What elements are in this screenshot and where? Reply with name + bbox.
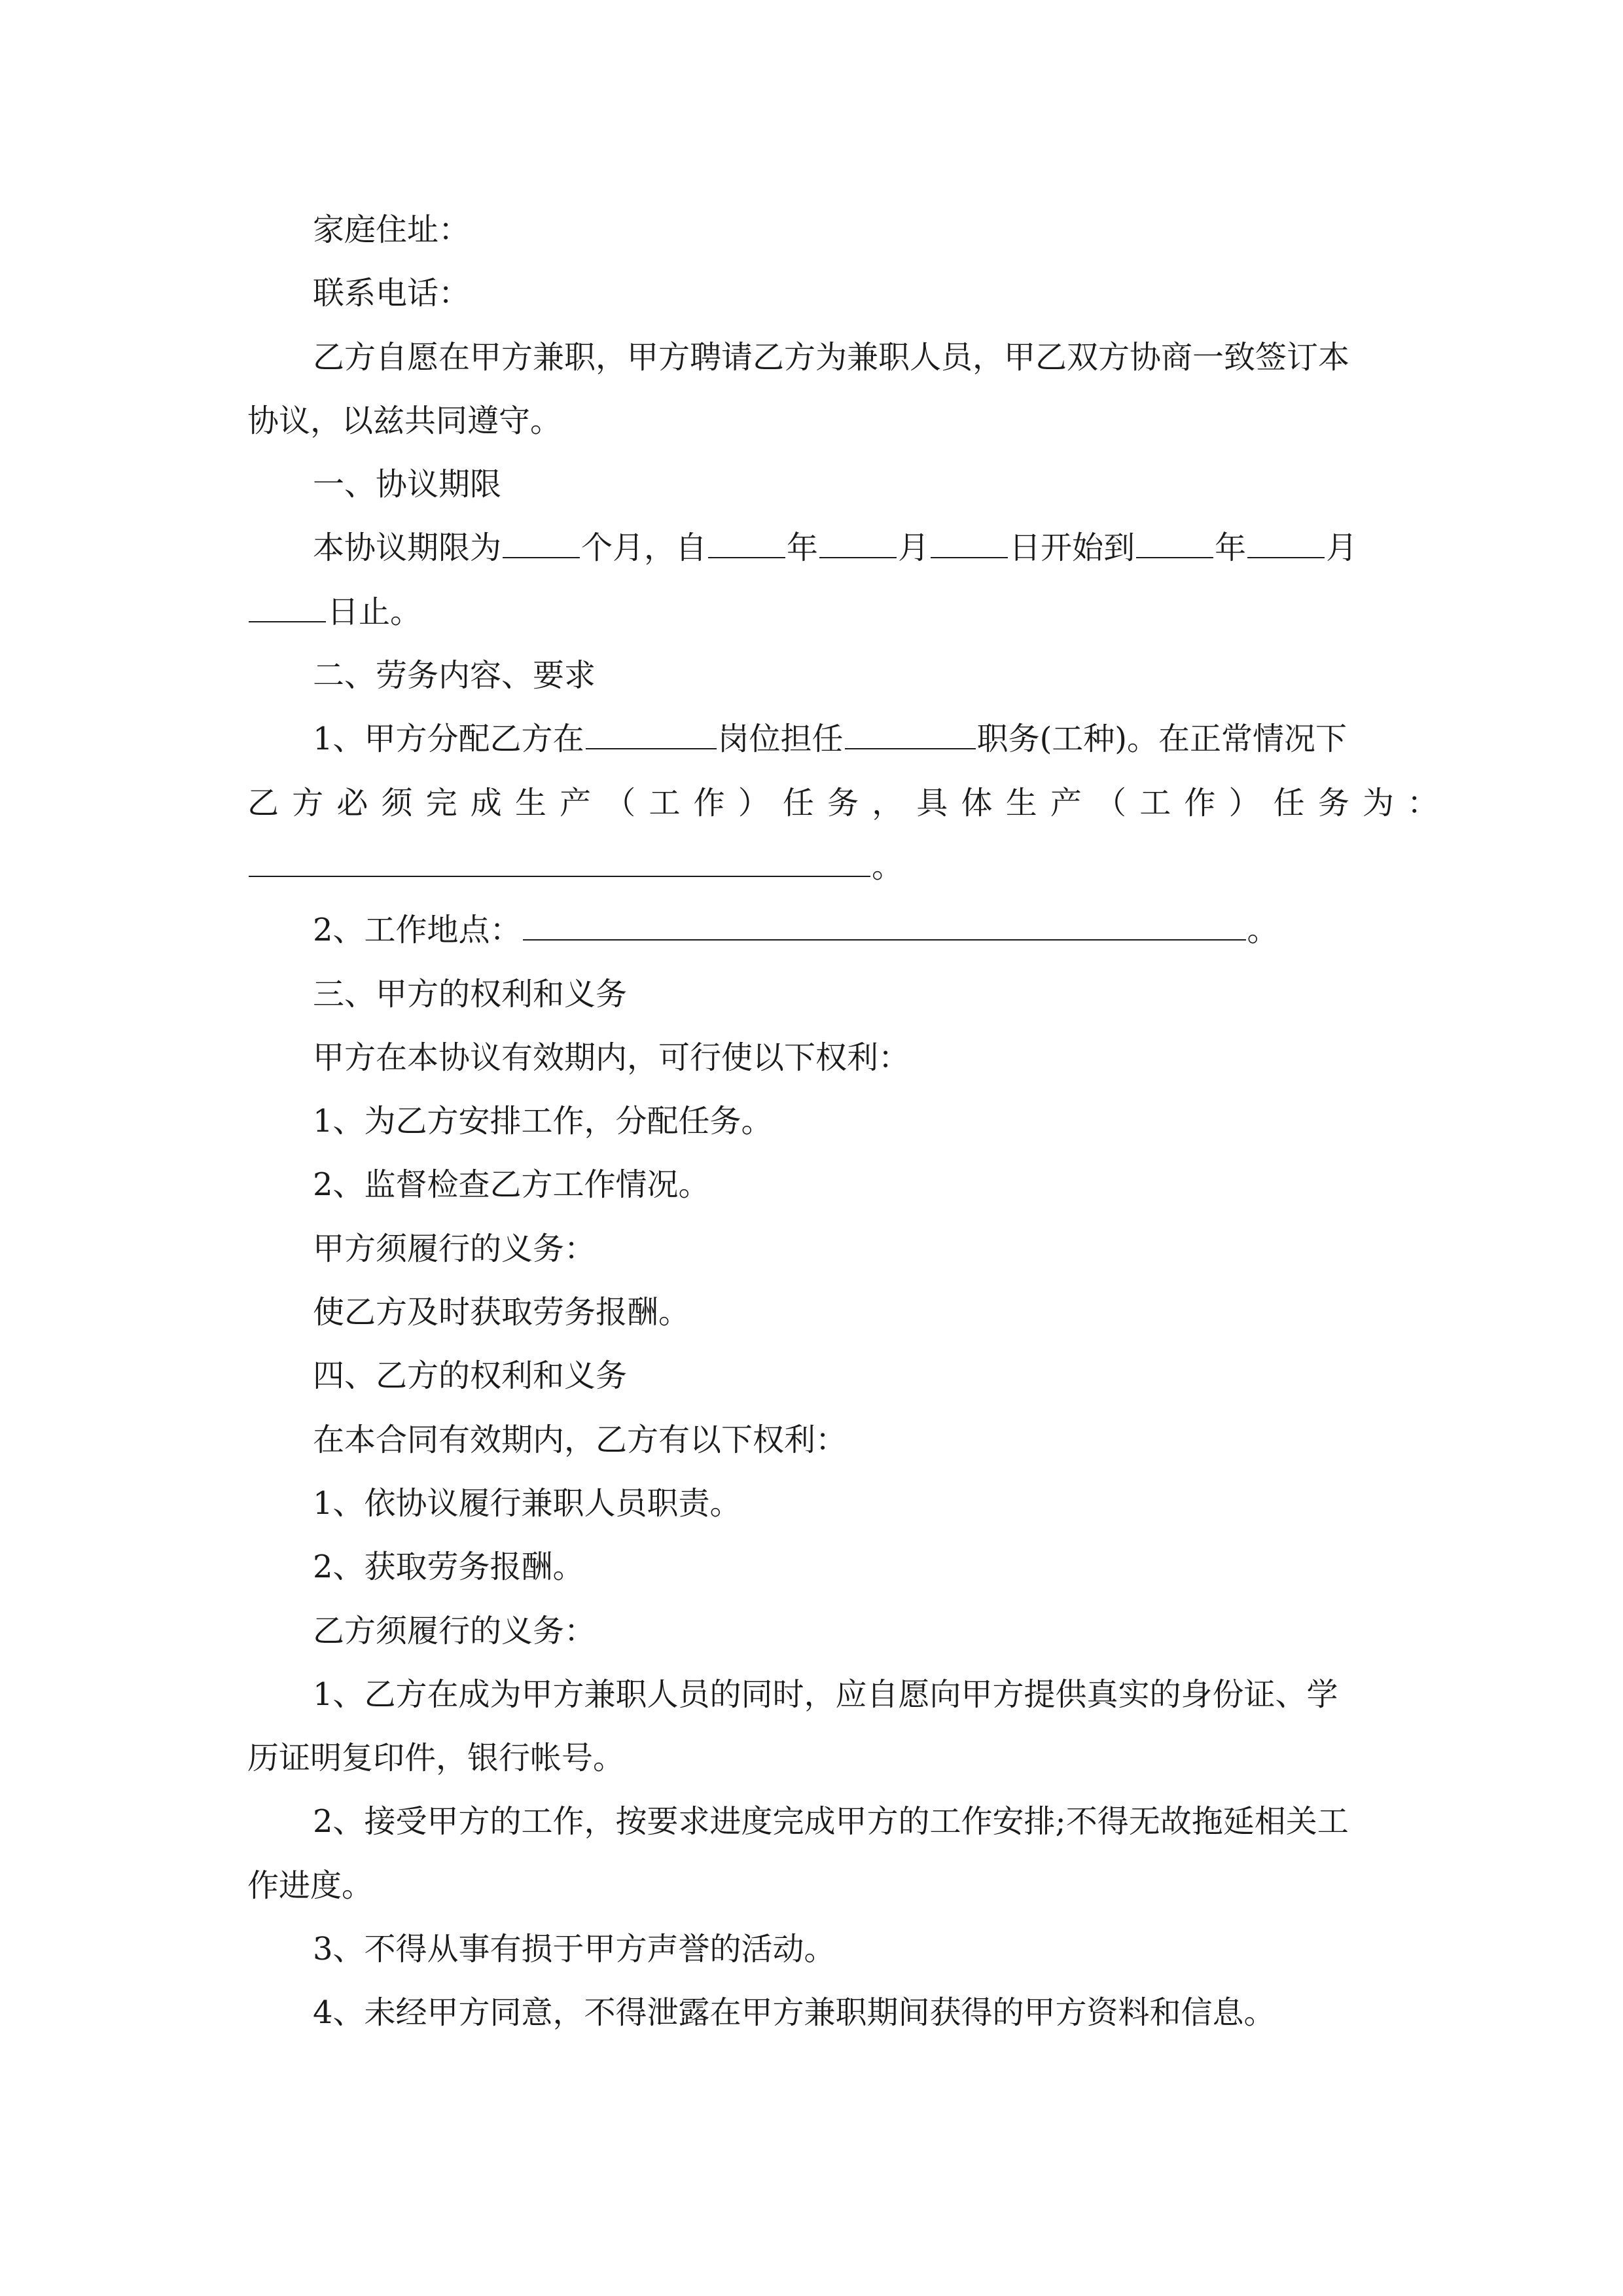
address-field: 家庭住址： [313, 211, 471, 248]
intro-paragraph-line-2: 协议，以兹共同遵守。 [247, 402, 562, 439]
section-2-title: 二、劳务内容、要求 [313, 657, 596, 694]
party-b-obligations-intro: 乙方须履行的义务： [313, 1612, 596, 1649]
start-year-blank [708, 526, 785, 559]
party-a-obligations-intro: 甲方须履行的义务： [313, 1230, 596, 1267]
workplace-label: 2、工作地点： [313, 912, 522, 949]
duty-line-3 [247, 835, 1380, 899]
party-b-obligation-2-line-2: 作进度。 [247, 1867, 374, 1904]
section-1-title: 一、协议期限 [313, 466, 502, 503]
party-a-rights-intro: 甲方在本协议有效期内，可行使以下权利： [313, 1039, 910, 1076]
party-a-obligation-1: 使乙方及时获取劳务报酬。 [313, 1294, 690, 1331]
section-3-title: 三、甲方的权利和义务 [313, 975, 628, 1013]
workplace-line [247, 899, 1380, 962]
post-blank [586, 716, 717, 749]
term-text: 年 [787, 529, 819, 567]
end-year-blank [1136, 526, 1213, 559]
workplace-end: 。 [1247, 912, 1279, 949]
party-a-right-1: 1、为乙方安排工作，分配任务。 [313, 1103, 773, 1140]
duty-text: 职务(工种)。在正常情况下 [976, 721, 1347, 758]
term-line-1 [247, 516, 1380, 580]
phone-field: 联系电话： [313, 275, 471, 312]
party-a-right-2: 2、监督检查乙方工作情况。 [313, 1166, 710, 1204]
duty-line-2: 乙方必须完成生产（工作）任务，具体生产（工作）任务为： [247, 784, 1452, 821]
term-text: 月 [898, 529, 930, 567]
term-text: 年 [1215, 529, 1247, 567]
workplace-blank [523, 907, 1246, 941]
duty-text: 。 [872, 848, 904, 885]
party-b-rights-intro: 在本合同有效期内，乙方有以下权利： [313, 1421, 847, 1458]
term-text: 个月，自 [581, 529, 707, 567]
months-blank [503, 526, 580, 559]
party-b-obligation-3: 3、不得从事有损于甲方声誉的活动。 [313, 1931, 836, 1968]
duty-text: 1、甲方分配乙方在 [313, 721, 584, 758]
term-text: 日开始到 [1009, 529, 1135, 567]
party-b-obligation-2-line-1: 2、接受甲方的工作，按要求进度完成甲方的工作安排;不得无故拖延相关工 [313, 1803, 1349, 1840]
intro-paragraph-line-1: 乙方自愿在甲方兼职，甲方聘请乙方为兼职人员，甲乙双方协商一致签订本 [313, 338, 1350, 376]
start-month-blank [819, 526, 897, 559]
start-day-blank [931, 526, 1008, 559]
end-month-blank [1247, 526, 1325, 559]
party-b-right-1: 1、依协议履行兼职人员职责。 [313, 1484, 741, 1522]
document-body [247, 198, 1452, 2045]
party-b-obligation-1-line-2: 历证明复印件，银行帐号。 [247, 1740, 625, 1777]
party-b-right-2: 2、获取劳务报酬。 [313, 1549, 584, 1586]
position-blank [845, 716, 976, 749]
end-day-blank [249, 589, 326, 622]
party-b-obligation-1-line-1: 1、乙方在成为甲方兼职人员的同时，应自愿向甲方提供真实的身份证、学 [313, 1676, 1338, 1713]
duty-text: 岗位担任 [717, 721, 844, 758]
term-text: 日止。 [327, 593, 422, 630]
term-line-2 [247, 581, 1380, 644]
term-text: 月 [1326, 529, 1358, 567]
duty-line-1 [247, 708, 1380, 771]
task-blank [249, 844, 870, 877]
party-b-obligation-4: 4、未经甲方同意，不得泄露在甲方兼职期间获得的甲方资料和信息。 [313, 1994, 1275, 2032]
section-4-title: 四、乙方的权利和义务 [313, 1357, 628, 1395]
term-text: 本协议期限为 [313, 529, 502, 567]
